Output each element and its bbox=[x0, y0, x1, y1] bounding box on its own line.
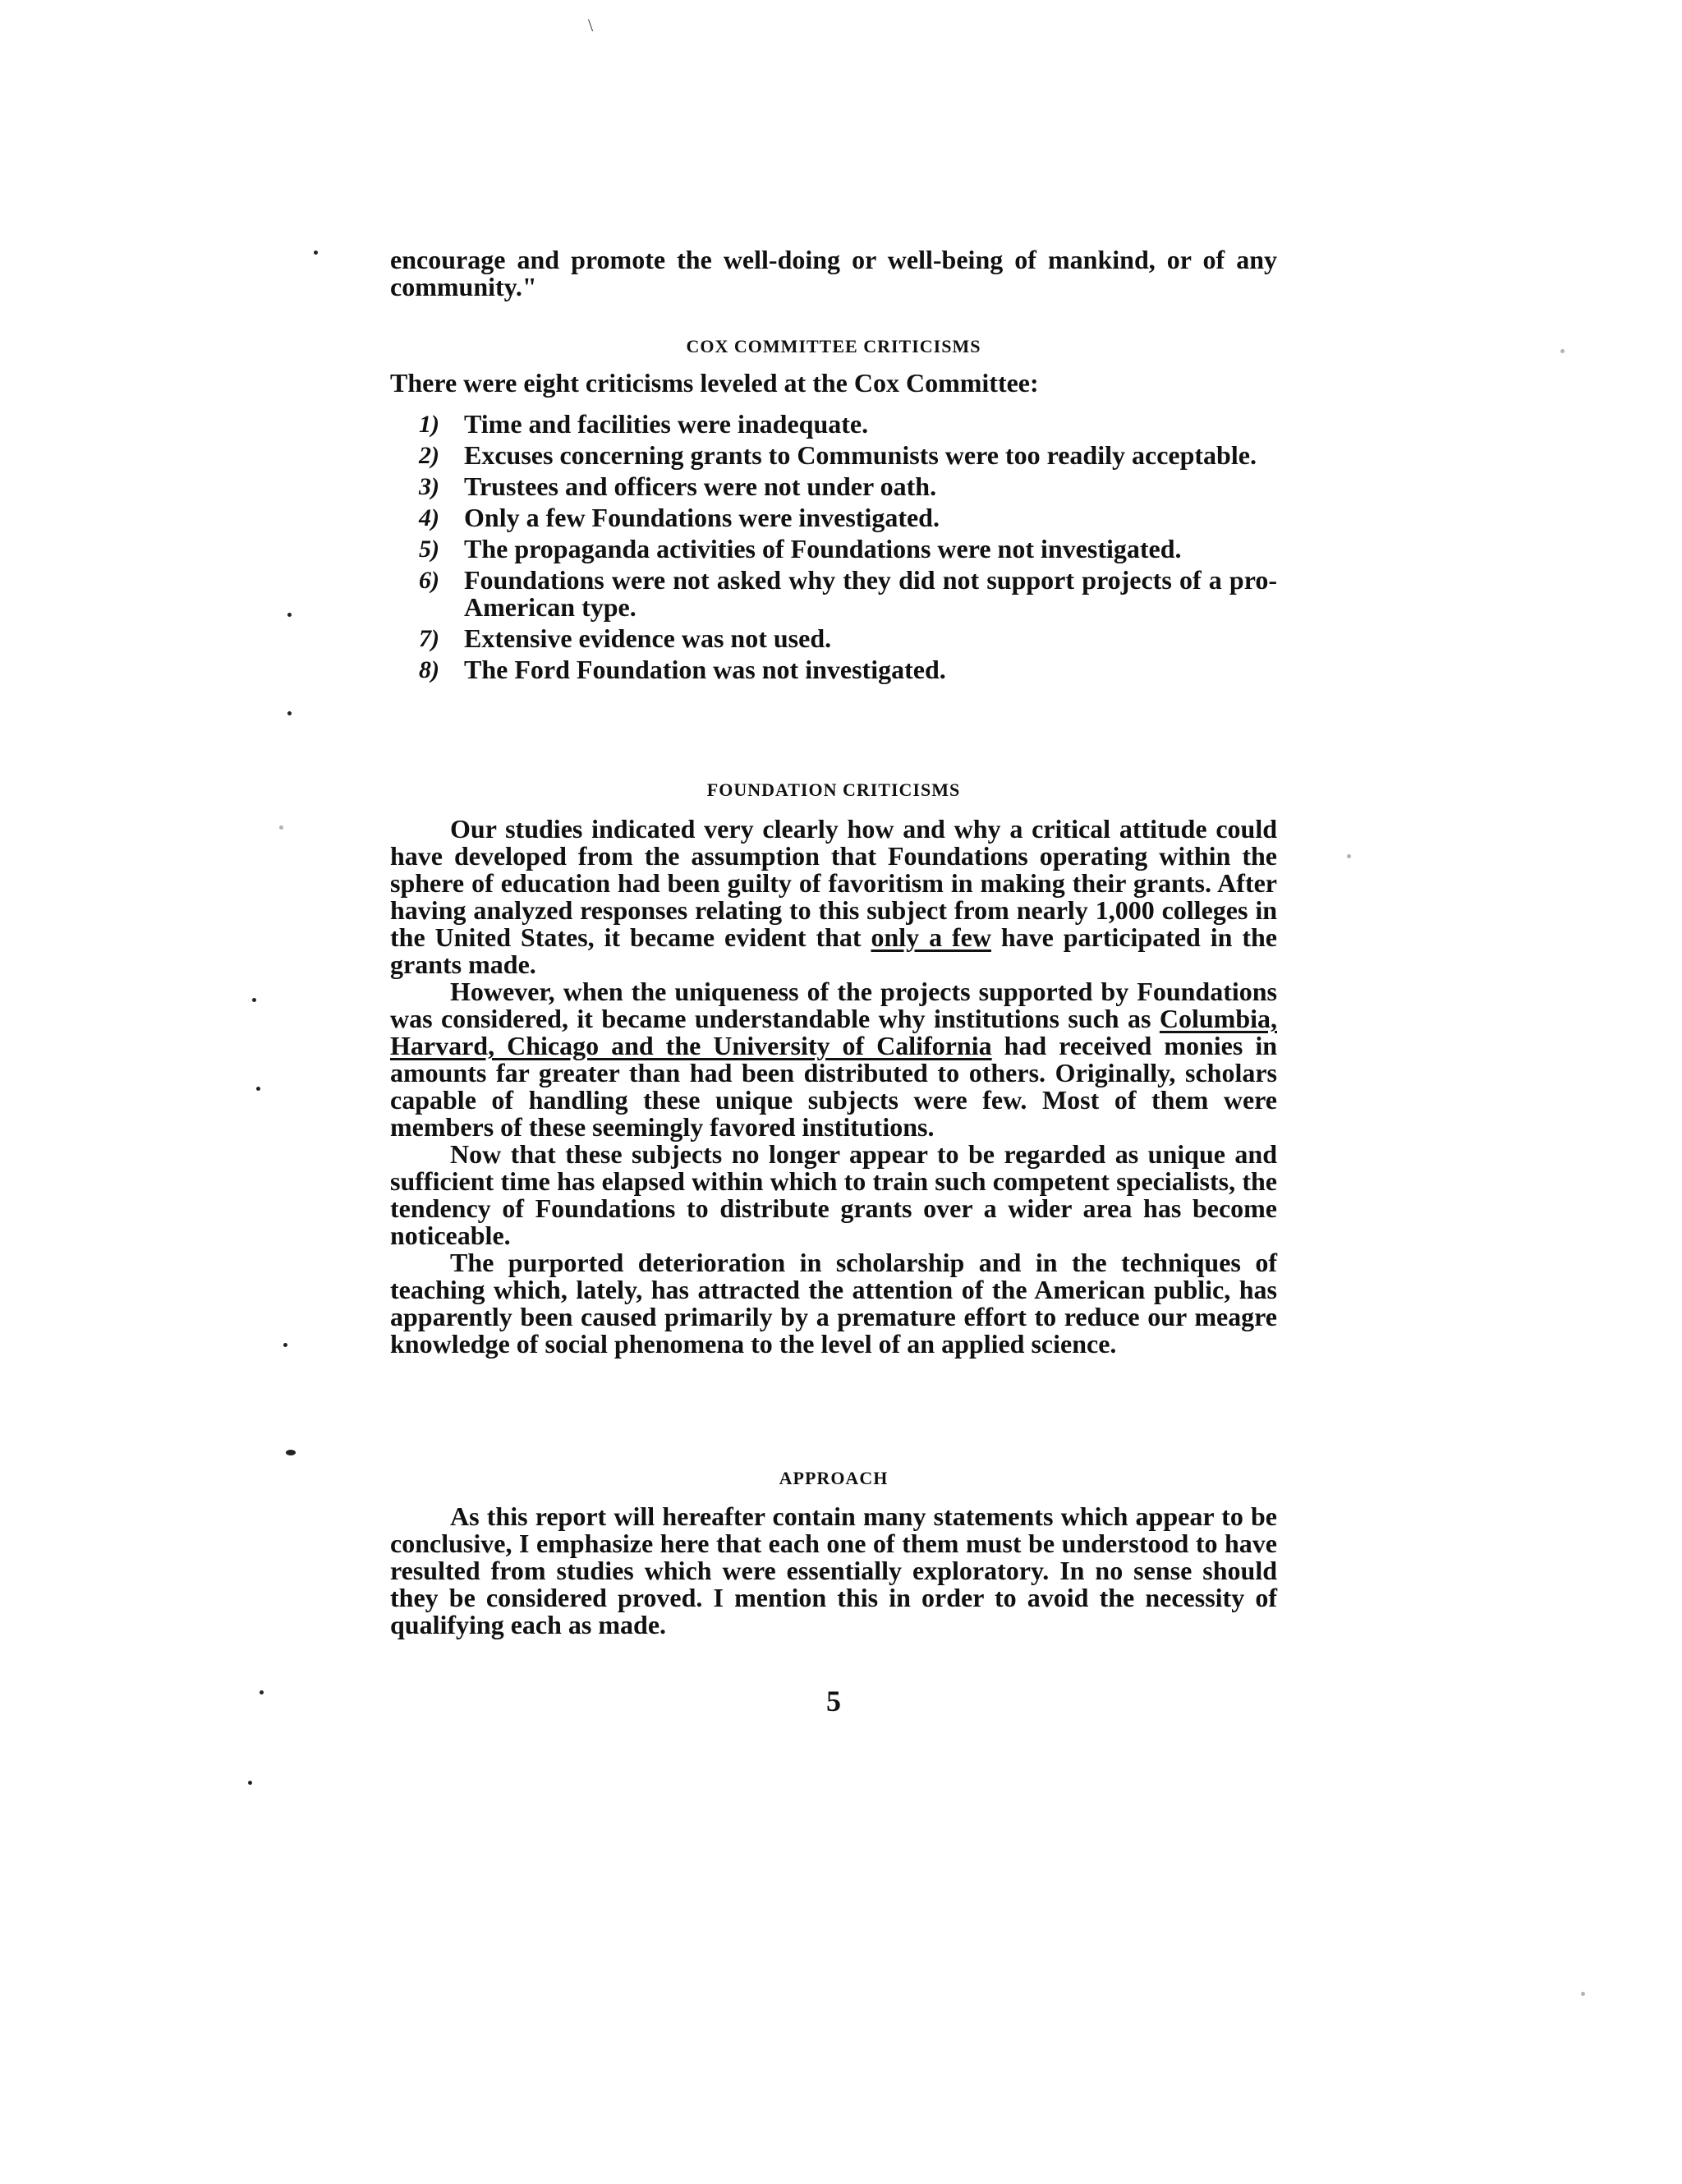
intro-text: encourage and promote the well-doing or well-being of mankind, or of any community." bbox=[390, 245, 1277, 301]
list-item bbox=[390, 567, 1277, 621]
list-item bbox=[390, 536, 1277, 563]
list-item bbox=[390, 473, 1277, 500]
cox-lead bbox=[390, 370, 1277, 397]
scan-speck bbox=[287, 711, 292, 715]
foundation-paragraph-2 bbox=[390, 978, 1277, 1141]
foundation-paragraphs bbox=[390, 816, 1277, 1358]
list-number: 7) bbox=[419, 625, 439, 652]
list-text: Only a few Foundations were investigated. bbox=[464, 503, 940, 532]
list-text: The Ford Foundation was not investigated. bbox=[464, 655, 946, 684]
list-item bbox=[390, 656, 1277, 683]
scan-speck bbox=[1560, 349, 1565, 353]
scan-speck bbox=[256, 1087, 260, 1091]
list-number: 2) bbox=[419, 442, 439, 469]
list-number: 1) bbox=[419, 411, 439, 438]
paragraph-text: Our studies indicated very clearly how and why a critical attitude could have developed from the assumption that Foundations operating within the sphere of education had been guilty of favoritism in making their grants. After having analyzed responses relating to this subject from nearly 1,000 colleges in the United States, it became evident that bbox=[390, 814, 1277, 952]
list-number: 5) bbox=[419, 536, 439, 563]
list-item bbox=[390, 411, 1277, 438]
list-number: 4) bbox=[419, 504, 439, 531]
approach-paragraphs bbox=[390, 1503, 1277, 1639]
underlined-text: Columbia, Harvard, Chicago and the University of California bbox=[390, 1004, 1277, 1060]
scan-speck bbox=[252, 998, 256, 1002]
scan-speck bbox=[283, 1343, 287, 1347]
underlined-text: only a few bbox=[871, 922, 991, 952]
scan-speck bbox=[314, 251, 318, 255]
scan-speck bbox=[1581, 1992, 1585, 1996]
scan-speck bbox=[248, 1781, 252, 1785]
list-text: Extensive evidence was not used. bbox=[464, 623, 832, 653]
cox-lead-text: There were eight criticisms leveled at the Cox Committee: bbox=[390, 368, 1039, 398]
paragraph-text: had received monies in amounts far greater than had been distributed to others. Originally, scholars capable of handling these unique subjects were few. Most of them were members of these seemingly favored institutions. bbox=[390, 1031, 1278, 1142]
cox-criticisms-list bbox=[390, 411, 1277, 683]
scan-speck bbox=[1347, 854, 1351, 858]
list-text: Trustees and officers were not under oath. bbox=[464, 471, 937, 501]
list-number: 8) bbox=[419, 656, 439, 683]
foundation-paragraph-3: Now that these subjects no longer appear to be regarded as unique and sufficient time has elapsed within which to train such competent specialists, the tendency of Foundations to distribute grants over a wider area has become noticeable. bbox=[390, 1139, 1277, 1250]
foundation-paragraph-4: The purported deterioration in scholarship and in the techniques of teaching which, lately, has attracted the attention of the American public, has apparently been caused primarily by a premature effort to reduce our meagre knowledge of social phenomena to the level of an applied science. bbox=[390, 1248, 1277, 1359]
scan-speck bbox=[287, 613, 292, 617]
top-mark: \ bbox=[588, 15, 594, 35]
list-item bbox=[390, 504, 1277, 531]
list-number: 6) bbox=[419, 567, 439, 594]
scan-speck bbox=[286, 1450, 296, 1455]
list-text: The propaganda activities of Foundations were not investigated. bbox=[464, 534, 1182, 563]
list-item bbox=[390, 625, 1277, 652]
list-item bbox=[390, 442, 1277, 469]
scan-speck bbox=[279, 825, 283, 830]
paragraph-text: have participated in the grants made. bbox=[390, 922, 1278, 979]
list-text: Foundations were not asked why they did not support projects of a pro-American type. bbox=[464, 565, 1277, 622]
foundation-paragraph-1 bbox=[390, 816, 1277, 978]
section-heading-approach: APPROACH bbox=[779, 1468, 889, 1488]
list-number: 3) bbox=[419, 473, 439, 500]
approach-paragraph-1: As this report will hereafter contain many statements which appear to be conclusive, I emphasize here that each one of them must be understood to have resulted from studies which were essentially exploratory. In no sense should they be considered proved. I mention this in order to avoid the necessity of qualifying each as made. bbox=[390, 1501, 1277, 1639]
intro-paragraph bbox=[390, 246, 1277, 301]
section-heading-foundation: FOUNDATION CRITICISMS bbox=[706, 779, 961, 800]
list-text: Time and facilities were inadequate. bbox=[464, 409, 869, 439]
list-text: Excuses concerning grants to Communists were too readily acceptable. bbox=[464, 440, 1257, 470]
page-number: 5 bbox=[826, 1685, 841, 1717]
paragraph-text: However, when the uniqueness of the projects supported by Foundations was considered, it became understandable why institutions such as bbox=[390, 977, 1277, 1033]
section-heading-cox: COX COMMITTEE CRITICISMS bbox=[686, 336, 981, 356]
scan-speck bbox=[260, 1690, 264, 1694]
